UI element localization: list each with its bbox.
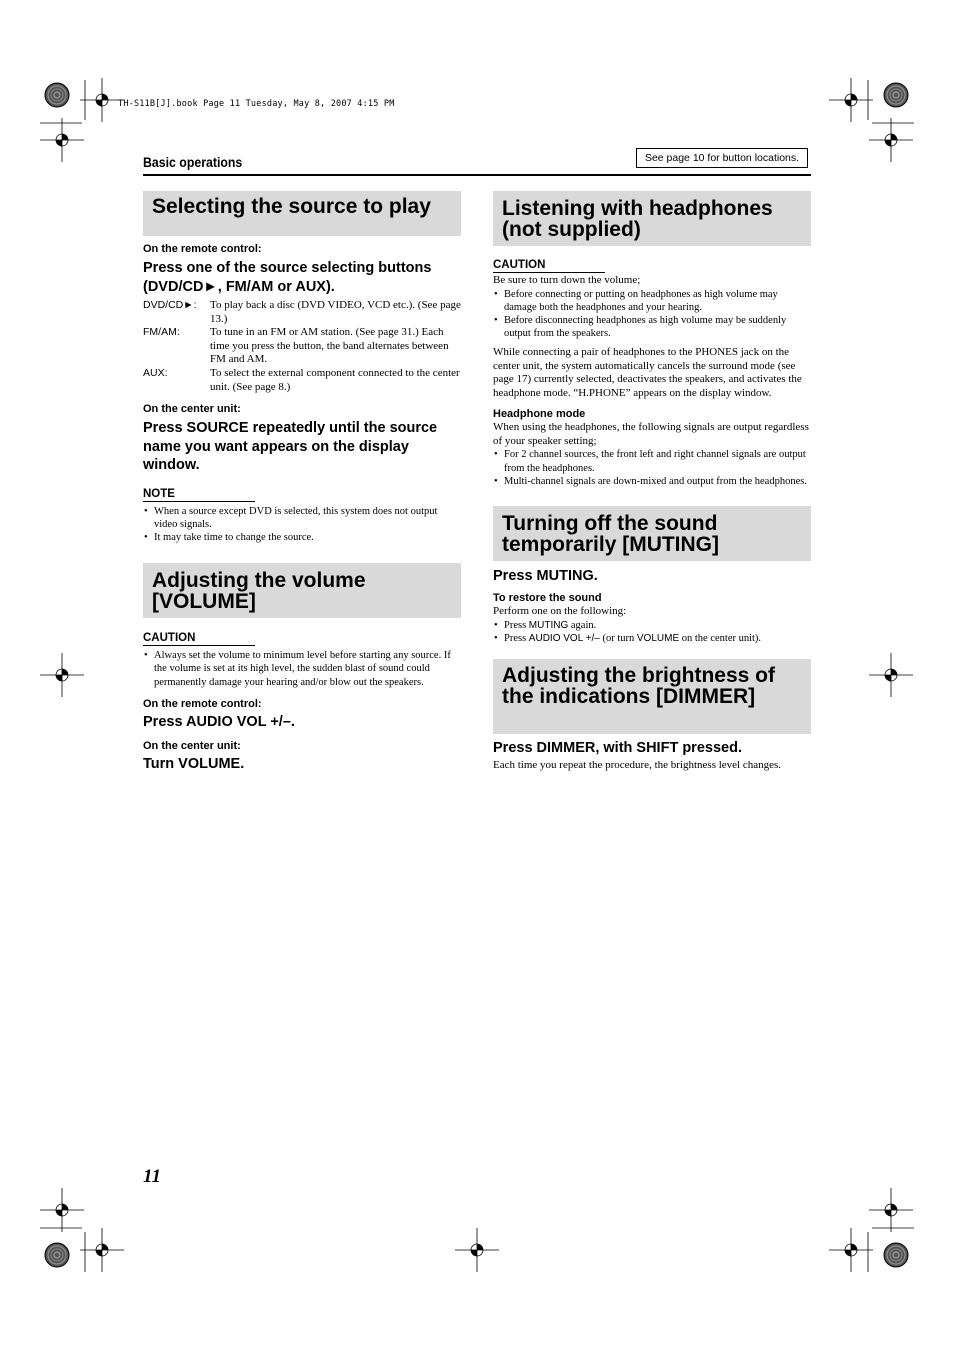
- headphone-mode-item: • For 2 channel sources, the front left and right channel signals are output from the headphones.: [493, 448, 811, 474]
- source-table: [143, 299, 461, 394]
- header-rule: [143, 174, 811, 176]
- headphone-mode-item: • Multi-channel signals are down-mixed and output from the headphones.: [493, 475, 811, 488]
- dimmer-description: Each time you repeat the procedure, the brightness level changes.: [493, 758, 782, 771]
- caution-list: [493, 288, 811, 341]
- file-header: TH-S11B[J].book Page 11 Tuesday, May 8, 2007 4:15 PM: [118, 99, 395, 109]
- headphone-paragraph: While connecting a pair of headphones to the PHONES jack on the center unit, the system automatically cancels the surround mode (see page 17) currently selected, deactivates the speakers, and activates the headphone mode. “H.PHONE” appears on the display window.: [493, 346, 802, 399]
- section-title-muting: Turning off the sound temporarily [MUTING]: [493, 506, 811, 561]
- source-desc-fmam: To tune in an FM or AM station. (See page 31.) Each time you press the button, the band alternates between FM and AM.: [210, 326, 449, 366]
- caution-item: • Before connecting or putting on headphones as high volume may damage both the headphones and your hearing.: [493, 288, 811, 314]
- restore-sound-intro: Perform one on the following:: [493, 605, 627, 618]
- remote-control-label: On the remote control:: [143, 243, 262, 255]
- restore-item: • Press MUTING again.: [493, 619, 811, 632]
- caution-item: • Before disconnecting headphones as high volume may be suddenly output from the speakers.: [493, 314, 811, 340]
- left-column: [143, 191, 461, 774]
- step-audio-vol: Press AUDIO VOL +/–.: [143, 713, 295, 730]
- see-page-note: See page 10 for button locations.: [636, 148, 808, 168]
- restore-sound-list: [493, 619, 811, 645]
- step-turn-volume: Turn VOLUME.: [143, 756, 245, 773]
- right-column: [493, 191, 811, 772]
- note-list: [143, 505, 461, 545]
- source-desc-aux: To select the external component connected to the center unit. (See page 8.): [210, 366, 460, 393]
- section-title-selecting-source: Selecting the source to play: [143, 191, 461, 236]
- note-item: • When a source except DVD is selected, this system does not output video signals.: [143, 505, 461, 531]
- step-press-muting: Press MUTING.: [493, 567, 598, 584]
- source-key-dvd: DVD/CD►:: [143, 299, 197, 311]
- center-unit-label: On the center unit:: [143, 740, 241, 753]
- step-press-dimmer: Press DIMMER, with SHIFT pressed.: [493, 740, 742, 757]
- step-source-select: Press one of the source selecting buttons (DVD/CD►, FM/AM or AUX).: [143, 260, 432, 295]
- caution-heading: CAUTION: [143, 632, 255, 646]
- remote-control-label: On the remote control:: [143, 697, 262, 710]
- caution-list: [143, 649, 461, 689]
- section-title-volume: Adjusting the volume [VOLUME]: [143, 563, 461, 618]
- source-key-fmam: FM/AM:: [143, 326, 180, 339]
- note-item: • It may take time to change the source.: [143, 531, 461, 544]
- headphone-mode-list: [493, 448, 811, 488]
- center-unit-label: On the center unit:: [143, 403, 241, 416]
- step-press-source: Press SOURCE repeatedly until the source name you want appears on the display window.: [143, 420, 438, 474]
- caution-intro: Be sure to turn down the volume;: [493, 274, 641, 286]
- page-number: 11: [143, 1166, 161, 1187]
- headphone-mode-intro: When using the headphones, the following signals are output regardless of your speaker setting;: [493, 421, 809, 447]
- source-desc-dvd: To play back a disc (DVD VIDEO, VCD etc.). (See page 13.): [210, 299, 461, 325]
- section-title-dimmer: Adjusting the brightness of the indications [DIMMER]: [493, 659, 811, 734]
- caution-item: • Always set the volume to minimum level before starting any source. If the volume is set at its high level, the sudden blast of sound could permanently damage your hearing and/or blow out the speakers.: [143, 649, 461, 689]
- note-heading: NOTE: [143, 488, 255, 502]
- restore-item: • Press AUDIO VOL +/– (or turn VOLUME on the center unit).: [493, 632, 811, 645]
- section-title-headphones: Listening with headphones (not supplied): [493, 191, 811, 246]
- headphone-mode-heading: Headphone mode: [493, 408, 586, 421]
- section-label: Basic operations: [143, 154, 243, 170]
- source-key-aux: AUX:: [143, 366, 168, 379]
- caution-heading: CAUTION: [493, 259, 605, 273]
- restore-sound-heading: To restore the sound: [493, 592, 602, 605]
